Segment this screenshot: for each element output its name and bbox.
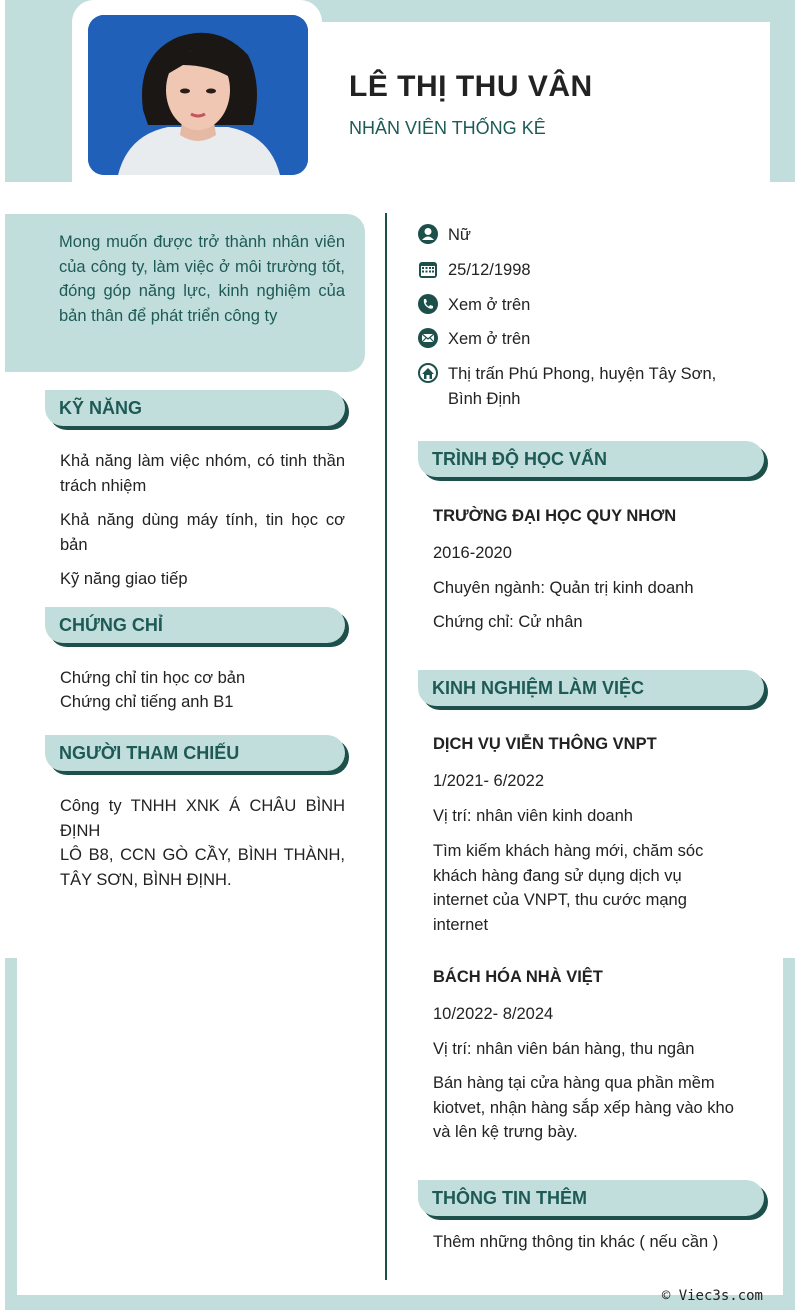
experience-header [418,670,764,706]
calendar-icon [418,259,438,279]
certificate-item: Chứng chỉ tin học cơ bản [60,669,246,687]
left-border [5,958,17,1310]
column-divider [385,213,387,1280]
job-description: Tìm kiếm khách hàng mới, chăm sóc khách hàng đang sử dụng dịch vụ internet của VNPT, thu cước mạng internet [433,842,704,934]
profile-photo [88,15,308,175]
certificates-title: CHỨNG CHỈ [59,614,163,635]
right-border [783,958,795,1310]
home-icon [418,363,438,383]
job-company: DỊCH VỤ VIỄN THÔNG VNPT [433,735,657,753]
phone-row [418,293,738,318]
candidate-name: LÊ THỊ THU VÂN [349,70,593,103]
references-header [45,735,345,771]
job-description: Bán hàng tại cửa hàng qua phần mềm kiotvet, nhận hàng sắp xếp hàng vào kho và lên kệ trưng bày. [433,1074,734,1141]
objective-text: Mong muốn được trở thành nhân viên của công ty, làm việc ở môi trường tốt, đóng góp năng lực, kinh nghiệm của bản thân để phát triển công ty [59,233,345,325]
reference-company: Công ty TNHH XNK Á CHÂU BÌNH ĐỊNH [60,797,345,840]
job-title: NHÂN VIÊN THỐNG KÊ [349,118,546,138]
job-period: 1/2021- 6/2022 [433,772,545,790]
address-row [418,362,738,411]
gender-row [418,223,738,248]
education-major: Chuyên ngành: Quản trị kinh doanh [433,579,694,597]
user-icon [418,224,438,244]
career-objective [5,214,365,372]
certificates-header [45,607,345,643]
skill-item: Khả năng làm việc nhóm, có tinh thần trách nhiệm [60,452,345,495]
email-row [418,327,738,352]
extra-info-text: Thêm những thông tin khác ( nếu cần ) [433,1233,719,1251]
skills-title: KỸ NĂNG [59,397,143,418]
skill-item: Khả năng dùng máy tính, tin học cơ bản [60,511,345,554]
email-icon [418,328,438,348]
job-role: Vị trí: nhân viên bán hàng, thu ngân [433,1040,695,1058]
phone-icon [418,294,438,314]
phone-value: Xem ở trên [448,296,531,314]
job-company: BÁCH HÓA NHÀ VIỆT [433,968,603,986]
reference-address: LÔ B8, CCN GÒ CẦY, BÌNH THÀNH, TÂY SƠN, BÌNH ĐỊNH. [60,846,345,889]
school-name: TRƯỜNG ĐẠI HỌC QUY NHƠN [433,507,677,525]
education-header [418,441,764,477]
birthday-value: 25/12/1998 [448,261,531,279]
skill-item: Kỹ năng giao tiếp [60,570,188,588]
email-value: Xem ở trên [448,330,531,348]
job-period: 10/2022- 8/2024 [433,1005,554,1023]
references-title: NGƯỜI THAM CHIẾU [59,742,240,763]
watermark: © Viec3s.com [661,1288,763,1304]
experience-title: KINH NGHIỆM LÀM VIỆC [432,677,645,698]
extra-info-header [418,1180,764,1216]
education-degree: Chứng chỉ: Cử nhân [433,613,583,631]
education-title: TRÌNH ĐỘ HỌC VẤN [432,448,607,469]
certificate-item: Chứng chỉ tiếng anh B1 [60,693,234,711]
education-period: 2016-2020 [433,544,512,562]
job-role: Vị trí: nhân viên kinh doanh [433,807,633,825]
gender-value: Nữ [448,226,471,244]
skills-header [45,390,345,426]
address-value: Thị trấn Phú Phong, huyện Tây Sơn, Bình Định [448,365,717,408]
extra-info-title: THÔNG TIN THÊM [432,1187,587,1208]
birthday-row [418,258,738,283]
